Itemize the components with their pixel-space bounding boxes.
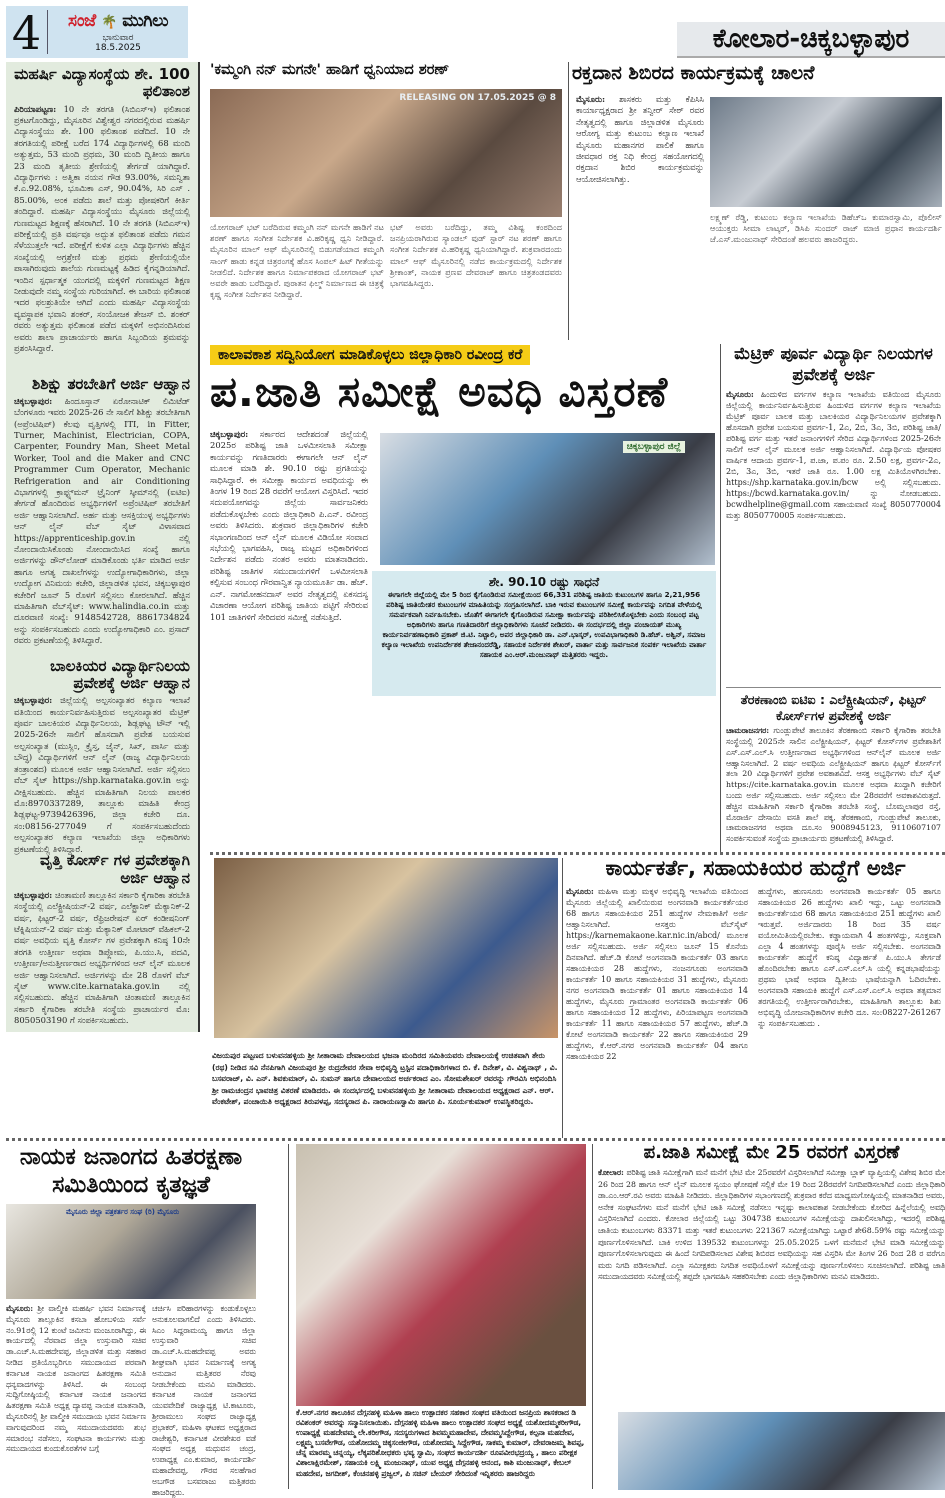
- article-dateline: ಚಾಮರಾಜನಗರ:: [726, 726, 770, 736]
- logo-part1: ಸಂಜೆ: [68, 11, 96, 31]
- meeting-photo: [380, 433, 715, 565]
- article-vocational: [6, 850, 198, 1060]
- stats-box-body: ಈಗಾಗಲೇ ಜಿಲ್ಲೆಯಲ್ಲಿ ಮೇ 5 ರಿಂದ ಕೈಗೊಂಡಿರುವ ಸಮೀಕ್ಷೆಯಿಂದ 66,331 ಪರಿಶಿಷ್ಟ ಜಾತಿಯ ಕುಟುಂಬಗಳ ಹಾಗೂ 2,21,956 ಪರಿಶಿಷ್ಟ ಜಾತಿಯೇತರ ಕುಟುಂಬಗಳ ಮಾಹಿತಿಯನ್ನು ಸಂಗ್ರಹಿಸಲಾಗಿದೆ. ಬಾಕಿ ಇರುವ ಕುಟುಂಬಗಳ ಸಮೀಕ್ಷೆ ಕಾರ್ಯವನ್ನು ನಿಗದಿತ ವೇಳೆಯಲ್ಲಿ ಸಮರ್ಪಕವಾಗಿ ನಿರ್ವಹಿಸಬೇಕು. ಜೊತೆಗೆ ಈಗಾಗಲೇ ಕೈಗೊಂಡಿರುವ ಸಮೀಕ್ಷಾ ಕಾರ್ಯವನ್ನು ಪರಿಶೀಲಿಸಿಕೊಳ್ಳಬೇಕು ಎಂದು ಸಂಬಂಧ ಪಟ್ಟ ಅಧಿಕಾರಿಗಳು ಹಾಗೂ ಗಣತಿದಾರರಿಗೆ ಜಿಲ್ಲಾಧಿಕಾರಿಗಳು ಸೂಚನೆ ನೀಡಿದರು. ಈ ಸಂದರ್ಭದಲ್ಲಿ ಜಿಲ್ಲಾ ಪಂಚಾಯತ್ ಮುಖ್ಯ ಕಾರ್ಯನಿರ್ವಹಣಾಧಿಕಾರಿ ಪ್ರಕಾಶ್ ಜಿ.ಟಿ. ನಿಟ್ಟಾಲಿ, ಅಪರ ಜಿಲ್ಲಾಧಿಕಾರಿ ಡಾ. ಎನ್.ಭಾಸ್ಕರ್, ಉಪವಿಭಾಗಾಧಿಕಾರಿ ಡಿ.ಹೆಚ್. ಅಶ್ವಿನ್, ಸಮಾಜ ಕಲ್ಯಾಣ ಇಲಾಖೆಯ ಉಪನಿರ್ದೇಶಕ ತೇಜಾನಂದರೆಡ್ಡಿ, ಸಹಾಯಕ ನಿರ್ದೇಶಕ ಶೇಖರ್, ವಾರ್ತಾ ಮತ್ತು ಸಾರ್ವಜನಿಕ ಸಂಪರ್ಕ ಇಲಾಖೆಯ ವಾರ್ತಾ ಸಹಾಯಕ ಎಂ.ಆರ್.ಮಂಜುನಾಥ್ ಮತ್ತಿತರರು ಇದ್ದರು.: [381, 590, 707, 659]
- article-text: ಗುಂಡ್ಲುಪೇಟೆ ತಾಲೂಕಿನ ತೆರಕಣಾಂಬಿ ಸರ್ಕಾರಿ ಕೈಗಾರಿಕಾ ತರಬೇತಿ ಸಂಸ್ಥೆಯಲ್ಲಿ 2025ನೇ ಸಾಲಿನ ಎಲೆಕ್ಟ್ರೀಷಿಯನ್, ಫಿಟ್ಟರ್ ಕೋರ್ಸ್‌ಗಳ ಪ್ರವೇಶಾತಿಗೆ ಎಸ್.ಎಸ್.ಎಲ್.ಸಿ ಉತ್ತೀರ್ಣರಾದ ಅಭ್ಯರ್ಥಿಗಳಿಂದ ಆನ್‌ಲೈನ್ ಮೂಲಕ ಅರ್ಜಿ ಆಹ್ವಾನಿಸಲಾಗಿದೆ. 2 ವರ್ಷ ಅವಧಿಯ ಎಲೆಕ್ಟ್ರೀಷಿಯನ್ ಹಾಗೂ ಫಿಟ್ಟರ್ ಕೋರ್ಸ್‌ಗೆ ತಲಾ 20 ವಿದ್ಯಾರ್ಥಿಗಳಿಗೆ ಪ್ರವೇಶ ಅವಕಾಶವಿದೆ. ಆಸಕ್ತ ಅಭ್ಯರ್ಥಿಗಳು ವೆಬ್ ಸೈಟ್ https://cite.karnataka.gov.in ಮೂಲಕ ಅಥವಾ ಖುದ್ದಾಗಿ ಕಚೇರಿಗೆ ಬಂದು ಅರ್ಜಿ ಸಲ್ಲಿಸಬಹುದು. ಅರ್ಜಿ ಸಲ್ಲಿಸಲು ಮೇ 28ರವರೆಗೆ ಅವಕಾಶವಿರುತ್ತದೆ. ಹೆಚ್ಚಿನ ಮಾಹಿತಿಗಾಗಿ ಸರ್ಕಾರಿ ಕೈಗಾರಿಕಾ ತರಬೇತಿ ಸಂಸ್ಥೆ, ಬೊಮ್ಮಲಾಪುರ ರಸ್ತೆ, ಮೊರಾರ್ಜಿ ದೇಸಾಯಿ ವಸತಿ ಶಾಲೆ ಪಕ್ಕ, ತೆರಕಣಾಂಬಿ, ಗುಂಡ್ಲುಪೇಟೆ ತಾಲೂಕು, ಚಾಮರಾಜನಗರ ಅಥವಾ ದೂ.ಸಂ 9008945123, 9110607107 ಸಂಪರ್ಕಿಸುವಂತೆ ಸಂಸ್ಥೆಯ ಪ್ರಾಚಾರ್ಯರು ಪ್ರಕಟಣೆಯಲ್ಲಿ ತಿಳಿಸಿದ್ದಾರೆ.: [726, 726, 942, 844]
- article-body: [726, 726, 941, 844]
- article-headline: ಮಹರ್ಷಿ ವಿದ್ಯಾಸಂಸ್ಥೆಯ ಶೇ. 100 ಫಲಿತಾಂಶ: [14, 65, 190, 101]
- article-body: [14, 695, 190, 854]
- article-body-col1: [566, 886, 748, 1134]
- article-headline: ರಕ್ತದಾನ ಶಿಬಿರದ ಕಾರ್ಯಕ್ರಮಕ್ಕೆ ಚಾಲನೆ: [572, 62, 815, 84]
- article-dateline: ಮೈಸೂರು:: [576, 94, 606, 104]
- article-dateline: ಚಿಕ್ಕಬಳ್ಳಾಪುರ:: [14, 889, 53, 900]
- page-number: 4: [6, 10, 48, 54]
- article-dateline: ಮೈಸೂರು:: [6, 1304, 34, 1313]
- article-headline: ಪ.ಜಾತಿ ಸಮೀಕ್ಷೆ ಮೇ 25 ರವರಗೆ ವಿಸ್ತರಣೆ: [643, 1142, 900, 1163]
- article-electrician: [726, 692, 941, 852]
- article-dateline: ಮೈಸೂರು:: [566, 886, 594, 896]
- photo-banner-text: ಚಿಕ್ಕಬಳ್ಳಾಪುರ ಜಿಲ್ಲೆ: [623, 441, 685, 453]
- article-maharshi: [6, 62, 198, 374]
- article-body-col2: ಹುದ್ದೆಗಳು, ಹುಣಸೂರು ಅಂಗನವಾಡಿ ಕಾರ್ಯಕರ್ತೆ 05 ಹಾಗೂ ಸಹಾಯಕಿಯರ 26 ಹುದ್ದೆಗಳು ಖಾಲಿ ಇದ್ದು, ಒಟ್ಟು ಅಂಗನವಾಡಿ ಕಾರ್ಯಕರ್ತೆಯರ 68 ಹಾಗೂ ಸಹಾಯಕಿಯರ 251 ಹುದ್ದೆಗಳು ಖಾಲಿ ಇರುತ್ತವೆ. ಅರ್ಜಿದಾರರು 18 ರಿಂದ 35 ವರ್ಷ ವಯೋಮಿತಿಯಲ್ಲಿರಬೇಕು. ಕಡ್ಡಾಯವಾಗಿ 4 ಹಂತಗಳಿದ್ದು, ಸೂಕ್ತವಾಗಿ ಎಲ್ಲಾ 4 ಹಂತಗಳನ್ನು ಪೂರೈಸಿ ಅರ್ಜಿ ಸಲ್ಲಿಸಬೇಕು. ಅಂಗನವಾಡಿ ಕಾರ್ಯಕರ್ತೆ ಹುದ್ದೆಗೆ ಕನಿಷ್ಠ ವಿದ್ಯಾರ್ಹತೆ ಪಿ.ಯು.ಸಿ ತೇರ್ಗಡೆ ಹೊಂದಿರಬೇಕು ಹಾಗೂ ಎಸ್.ಎಸ್.ಎಲ್.ಸಿ ಯಲ್ಲಿ ಕನ್ನಡಭಾಷೆಯನ್ನು ಪ್ರಥಮ ಭಾಷೆ ಅಥವಾ ದ್ವಿತೀಯ ಭಾಷೆಯನ್ನಾಗಿ ಓದಿರಬೇಕು. ಅಂಗನವಾಡಿ ಸಹಾಯಕಿ ಹುದ್ದೆಗೆ ಎಸ್.ಎಸ್.ಎಲ್.ಸಿ ಅಥವಾ ತತ್ಸಮಾನ ತರಗತಿಯಲ್ಲಿ ಉತ್ತೀರ್ಣರಾಗಿರಬೇಕು, ಮಾಹಿತಿಗಾಗಿ ತಾಲ್ಲೂಕು ಶಿಶು ಅಭಿವೃದ್ಧಿ ಯೋಜನಾಧಿಕಾರಿಗಳ ಕಚೇರಿ ದೂ. ಸಂ:08227-261267 ನ್ನು ಸಂಪರ್ಕಿಸಬಹುದು .: [758, 887, 941, 1028]
- article-headline: ಶಿಶಿಕ್ಷು ತರಬೇತಿಗೆ ಅರ್ಜಿ ಆಹ್ವಾನ: [31, 374, 190, 393]
- article-body-col2: ಭಟ್ ಅವರು ಬರೆದಿದ್ದು, ತಮ್ಮ ವಿಶಿಷ್ಟ ಕಂಠದಿಂದ ಜನಪ್ರಿಯರಾಗಿರುವ ಸ್ಯಾಂಡಲ್ ವುಡ್ ಸ್ಟಾರ್ ನಟ ಶರಣ್ ಹಾಗೂ ಸಂಗೀತ ನಿರ್ದೇಶಕ ವಿ.ಹರಿಕೃಷ್ಣ ಧ್ವನಿಯಾಗಿದ್ದಾರೆ. ಶುಕ್ರವಾರದಂದು ಮಾಲ್ ಆಫ್ ಮೈಸೂರಿನಲ್ಲಿ ನಡೆದ ಕಾರ್ಯಕ್ರಮದಲ್ಲಿ ನಿರ್ದೇಶಕ ಶ್ರೀಕಾಂತ್, ನಾಯಕ ಪ್ರಣವ ದೇವರಾಜ್ ಹಾಗೂ ಚಿತ್ರತಂಡದವರು ಭಾಗವಹಿಸಿದ್ದರು.: [390, 222, 562, 289]
- article-body: [598, 1167, 945, 1407]
- column-divider: [568, 62, 569, 340]
- stats-box: [372, 571, 716, 696]
- article-body-col1: ಯೋಗರಾಜ್ ಭಟ್ ಬರೆದಿರುವ ಕಮ್ಮಂಗಿ ನನ್ ಮಗನೇ ಹಾಡಿಗೆ ನಟ ಶರಣ್ ಹಾಗೂ ಸಂಗೀತ ನಿರ್ದೇಶಕ ವಿ.ಹರಿಕೃಷ್ಣ ಧ್ವನಿ ನೀಡಿದ್ದಾರೆ. ಮೈಸೂರಿನ ಮಾಲ್ ಆಫ್ ಮೈಸೂರಿನಲ್ಲಿ ಬಿಡುಗಡೆಯಾದ ಕಮ್ಮಂಗಿ ಸಾಂಗ್ ಹಾಡು ಕನ್ನಡ ಚಿತ್ರರಂಗಕ್ಕೆ ಹೊಸ ಸಿಂಪಲ್ ಹಿಟ್ ಗೀತೆಯನ್ನು ನೀಡಲಿದೆ. ನಿರ್ದೇಶಕ ಹಾಗೂ ನಿರ್ಮಾಪಕರಾದ ಯೋಗರಾಜ್ ಭಟ್ ಅವರೇ ಹಾಡು ಬರೆದಿದ್ದಾರೆ. ಪುರಾತನ ಫಿಲ್ಮ್ ನಿರ್ಮಾಣದ ಈ ಚಿತ್ರಕ್ಕೆ ಕೃಷ್ಣ ಸಂಗೀತ ನಿರ್ದೇಶನ ನೀಡಿದ್ದಾರೆ.: [210, 222, 384, 300]
- article-kammangi: [210, 62, 565, 340]
- section-divider: [210, 852, 945, 855]
- article-anganwadi: [566, 856, 945, 1136]
- article-body: [14, 890, 190, 1060]
- article-text: ಜಿಲ್ಲೆಯಲ್ಲಿ ಅಲ್ಪಸಂಖ್ಯಾತರ ಕಲ್ಯಾಣ ಇಲಾಖೆ ವತಿಯಿಂದ ಕಾರ್ಯನಿರ್ವಹಿಸುತ್ತಿರುವ ಅಲ್ಪಸಂಖ್ಯಾತರ ಮೆಟ್ರಿಕ್ ಪೂರ್ವ ಬಾಲಕಿಯರ ವಿದ್ಯಾರ್ಥಿನಿಲಯ, ಶಿಡ್ಲಘಟ್ಟ ಟೌನ್ ಇಲ್ಲಿ 2025-26ನೇ ಸಾಲಿಗೆ ಹೊಸದಾಗಿ ಪ್ರವೇಶ ಬಯಸುವ ಅಲ್ಪಸಂಖ್ಯಾತ (ಮುಸ್ಲಿಂ, ಕ್ರೈಸ್ತ, ಜೈನ್, ಸಿಖ್, ಪಾರ್ಸಿ ಮತ್ತು ಬೌದ್ಧ) ವಿದ್ಯಾರ್ಥಿಗಳಿಗೆ ಆನ್ ಲೈನ್ (ರಾಜ್ಯ ವಿದ್ಯಾರ್ಥಿನಿಲಯ ತಂತ್ರಾಂಶದ) ಮೂಲಕ ಅರ್ಜಿ ಆಹ್ವಾನಿಸಲಾಗಿದೆ. ಅರ್ಜಿ ಸಲ್ಲಿಸಲು ವೆಬ್ ಸೈಟ್ https://shp.karnataka.gov.in ಅನ್ನು ವೀಕ್ಷಿಸಬಹುದು. ಹೆಚ್ಚಿನ ಮಾಹಿತಿಗಾಗಿ ನಿಲಯ ಪಾಲಕರ ಮೊ:8970337289, ತಾಲ್ಲೂಕು ಮಾಹಿತಿ ಕೇಂದ್ರ ಶಿಡ್ಲಘಟ್ಟ-9739426396, ಜಿಲ್ಲಾ ಕಚೇರಿ ದೂ. ಸಂ:08156-277049 ಗೆ ಸಂಪರ್ಕಿಸಬಹುದೆಂದು ಅಲ್ಪಸಂಖ್ಯಾತರ ಕಲ್ಯಾಣ ಇಲಾಖೆಯ ಜಿಲ್ಲಾ ಅಧಿಕಾರಿಗಳು ಪ್ರಕಟಣೆಯಲ್ಲಿ ತಿಳಿಸಿದ್ದಾರೆ.: [14, 695, 190, 854]
- article-body: [14, 396, 190, 656]
- column-divider: [720, 344, 721, 852]
- article-metric-hostel: [726, 344, 941, 684]
- article-dateline: ಚಿಕ್ಕಬಳ್ಳಾಪುರ:: [210, 429, 249, 439]
- article-headline: ಕಾರ್ಯಕರ್ತೆ, ಸಹಾಯಕಿಯರ ಹುದ್ದೆಗೆ ಅರ್ಜಿ: [605, 856, 906, 880]
- article-body-col1: [6, 1304, 146, 1489]
- article-dateline: ಮೈಸೂರು:: [726, 389, 754, 400]
- left-column: [6, 62, 200, 1032]
- article-kicker: ಕಾಲಾವಕಾಶ ಸದ್ವಿನಿಯೋಗ ಮಾಡಿಕೊಳ್ಳಲು ಜಿಲ್ಲಾಧಿಕಾರಿ ರವೀಂದ್ರ ಕರೆ: [210, 345, 530, 365]
- article-text: ಶಾಸಕರು ಮತ್ತು ಕೆಪಿಸಿಸಿ ಕಾರ್ಯಾಧ್ಯಕ್ಷರಾದ ಶ್ರೀ ತನ್ವೀರ್ ಸೇಠ್ ರವರ ನೇತೃತ್ವದಲ್ಲಿ ಹಾಗೂ ಜಿಲ್ಲಾಡಳಿತ ಮೈಸೂರು ಆರೋಗ್ಯ ಮತ್ತು ಕುಟುಂಬ ಕಲ್ಯಾಣ ಇಲಾಖೆ ಮೈಸೂರು ಮಹಾನಗರ ಪಾಲಿಕೆ ಹಾಗೂ ಜೀವಧಾರ ರಕ್ತ ನಿಧಿ ಕೇಂದ್ರ ಸಹಯೋಗದಲ್ಲಿ ರಕ್ತದಾನ ಶಿಬಿರ ಕಾರ್ಯಕ್ರಮವನ್ನು ಆಯೋಜಿಸಲಾಗಿತ್ತು.: [576, 94, 704, 184]
- dairy-felicitation-photo: [296, 1144, 586, 1406]
- column-divider: [562, 858, 563, 1138]
- press-meet-photo: [6, 1204, 256, 1299]
- article-text: ಪರಿಶಿಷ್ಟ ಜಾತಿ ಸಮೀಕ್ಷೆಗಾಗಿ ಮನೆ ಮನೆಗೆ ಭೇಟಿ ಮೇ 25ರವರೆಗೆ ವಿಸ್ತರಿಸಲಾಗಿದೆ ಸಮೀಕ್ಷಾ ಬ್ಲಾಕ್ ವ್ಯಾಪ್ತಿಯಲ್ಲಿ ವಿಶೇಷ ಶಿಬಿರ ಮೇ 26 ರಿಂದ 28 ಹಾಗೂ ಆನ್ ಲೈನ್ ಮೂಲಕ ಸ್ವಯಂ ಘೋಷಣೆ ಸಲ್ಲಿಕೆ ಮೇ 19 ರಿಂದ 28ರವರೆಗೆ ನಿಗದಿಪಡಿಸಲಾಗಿದೆ ಎಂದು ಜಿಲ್ಲಾಧಿಕಾರಿ ಡಾ.ಎಂ.ಆರ್.ರವಿ ಅವರು ಮಾಹಿತಿ ನೀಡಿದರು. ಜಿಲ್ಲಾಧಿಕಾರಿಗಳ ಸಭಾಂಗಣದಲ್ಲಿ ಶುಕ್ರವಾರ ಕರೆದ ಮಾಧ್ಯಮಗೋಷ್ಠಿಯಲ್ಲಿ ಮಾತನಾಡಿದ ಅವರು, ಅನೇಕ ಸಂಘಟನೆಗಳು ಮನೆ ಮನೆಗೆ ಭೇಟಿ ಜಾತಿ ಸಮೀಕ್ಷೆ ನಡೆಸಲು ಇನ್ನಷ್ಟು ಕಾಲಾವಕಾಶ ನೀಡಬೇಕೆಂದು ಕೋರಿದ ಹಿನ್ನೆಲೆಯಲ್ಲಿ ಅವಧಿ ವಿಸ್ತರಿಸಲಾಗಿದೆ ಎಂದರು. ಕೋಲಾರ ಜಿಲ್ಲೆಯಲ್ಲಿ ಒಟ್ಟು 304738 ಕುಟುಂಬಗಳ ಸಮೀಕ್ಷೆಯನ್ನು ದಾಖಲಿಸಲಾಗಿದ್ದು, ಇದರಲ್ಲಿ ಪರಿಶಿಷ್ಟ ಜಾತಿಯ ಕುಟುಂಬಗಳು 83371 ಮತ್ತು ಇತರೆ ಕುಟುಂಬಗಳು 221367 ಸಮೀಕ್ಷೆಯಾಗಿದ್ದು ಒಟ್ಟಾರೆ ಶೇ68.59% ರಷ್ಟು ಸಮೀಕ್ಷೆಯನ್ನು ಪೂರ್ಣಗೊಳಿಸಲಾಗಿದೆ. ಬಾಕಿ ಉಳಿದ 139532 ಕುಟುಂಬಗಳನ್ನು 25.05.2025 ಒಳಗೆ ಮನೆಮನೆ ಭೇಟಿ ಮಾಡಿ ಸಮೀಕ್ಷೆಯನ್ನು ಪೂರ್ಣಗೊಳಿಸಲಾಗುವುದು ಈ ಹಿಂದೆ ನಿಗದಿಪಡಿಸಲಾದ ವಿಶೇಷ ಶಿಬಿರದ ಅವಧಿಯನ್ನು ಸಹ ವಿಸ್ತರಿಸಿ ಮೇ ತಿಂಗಳ 26 ರಿಂದ 28 ರ ವರೆಗೂ ಮರು ನಿಗದಿ ಪಡಿಸಲಾಗಿದೆ. ಎಲ್ಲಾ ಸಮೀಕ್ಷಕರು ನಿಗದಿತ ಅವಧಿಯೊಳಗೆ ಸಮೀಕ್ಷೆಯನ್ನು ಪೂರ್ಣಗೊಳಿಸಲು ಸೂಚಿಸಲಾಗಿದೆ. ಪರಿಶಿಷ್ಟ ಜಾತಿ ಸಮುದಾಯದವರು ಸಮೀಕ್ಷೆಯಲ್ಲಿ ತಪ್ಪದೇ ಭಾಗವಹಿಸಿ ಸಹಕರಿಸಬೇಕು ಎಂದು ಜಿಲ್ಲಾಧಿಕಾರಿಗಳು ಮನವಿ ಮಾಡಿದರು.: [598, 1168, 945, 1282]
- kammangi-photo: [210, 89, 562, 217]
- article-nayaka: [6, 1144, 256, 1497]
- section-tag: ಕೋಲಾರ-ಚಿಕ್ಕಬಳ್ಳಾಪುರ: [677, 22, 945, 58]
- article-body: [576, 94, 704, 264]
- column-divider: [288, 1144, 289, 1489]
- article-headline: ವೃತ್ತಿ ಕೋರ್ಸ್ ಗಳ ಪ್ರವೇಶಕ್ಕಾಗಿ ಅರ್ಜಿ ಆಹ್ವಾನ: [39, 851, 190, 887]
- stats-box-title: ಶೇ. 90.10 ರಷ್ಟು ಸಾಧನೆ: [488, 575, 600, 589]
- article-headline: ಬಾಲಕಿಯರ ವಿದ್ಯಾರ್ಥಿನಿಲಯ ಪ್ರವೇಶಕ್ಕೆ ಅರ್ಜಿ ಆಹ್ವಾನ: [50, 656, 190, 692]
- article-dateline: ಪಿರಿಯಾಪಟ್ಟಣ:: [14, 103, 57, 114]
- article-dateline: ಚಿಕ್ಕಬಳ್ಳಾಪುರ:: [14, 695, 53, 706]
- dairy-caption: ಕೆ.ಆರ್.ನಗರ ತಾಲೂಕಿನ ದೆಗ್ಗನಹಳ್ಳಿ ಮಹಿಳಾ ಹಾಲು ಉತ್ಪಾದಕರ ಸಹಕಾರ ಸಂಘದ ವತಿಯಿಂದ ಜನಪ್ರಿಯ ಶಾಸಕರಾದ ಡಿ ರವಿಶಂಕರ್ ಅವರನ್ನು ಸನ್ಮಾನಿಸಲಾಯಿತು. ದೆಗ್ಗನಹಳ್ಳಿ ಮಹಿಳಾ ಹಾಲು ಉತ್ಪಾದಕರ ಸಂಘದ ಅಧ್ಯಕ್ಷೆ ಯಶೋದಮ್ಮಕರೀಗೌಡ, ಉಪಾಧ್ಯಕ್ಷೆ ಮಹದೇವಮ್ಮ ಲೇ.ಕರೀಗೌಡ, ಸದಸ್ಯರುಗಳಾದ ಶಿವಮ್ಮಮಹಾದೇವ, ದೇವಮ್ಮಸಿದ್ದೇಗೌಡ, ಕಲ್ಪನಾ ಮಹದೇವ, ಲಕ್ಷ್ಮಮ್ಮ ಬಸವೇಗೌಡ, ಯಶೋದಮ್ಮ ಚಿಕ್ಕಸಂಜೀಗೌಡ, ಯಶೋದಮ್ಮ ಸಿದ್ದೇಗೌಡ, ಸಾಕಮ್ಮ ಕುಮಾರ್, ದೇವರಾಜಮ್ಮ ಶಿವಪ್ಪ, ಚೆನ್ನ ಮಾರಮ್ಮ ಚನ್ನಯ್ಯ, ಲೆಕ್ಕಪರಿಶೋಧಕರು ಭವ್ಯ ಸ್ವಾಮಿ, ಸಂಘದ ಕಾರ್ಯದರ್ಶಿ ರೂಪವೀರಭದ್ರಯ್ಯ , ಹಾಲು ಪರೀಕ್ಷಕ ವಿಶಾಲಾಕ್ಷಿರಮೇಶ್, ಸಹಾಯಕಿ ಲಕ್ಷ್ಮಿ ಮಂಜುನಾಥ್, ಯುವ ಅಧ್ಯಕ್ಷ ದೆಗ್ಗನಹಳ್ಳಿ ಆನಂದ, ಕಾಶಿ ಮಂಜುನಾಥ್, ಕೇಬಲ್ ಮಹದೇವ, ಜಗದೀಶ್, ಕೆಂಚನಹಳ್ಳಿ ಪ್ರಜ್ವಲ್, ಪಿ ಸಚಿನ್ ಬೇಯರ್ ಸೇರಿದಂತೆ ಇನ್ನಿತರರು ಹಾಜರಿದ್ದರು: [296, 1408, 585, 1478]
- article-text: ಚಿಂತಾಮಣಿ ತಾಲ್ಲೂಕಿನ ಸರ್ಕಾರಿ ಕೈಗಾರಿಕಾ ತರಬೇತಿ ಸಂಸ್ಥೆಯಲ್ಲಿ ಎಲೆಕ್ಟ್ರೀಷಿಯನ್-2 ವರ್ಷ, ಎಲೆಕ್ಟ್ರಾನಿಕ್ ಮೆಕ್ಯಾನಿಕ್-2 ವರ್ಷ, ಫಿಟ್ಟರ್-2 ವರ್ಷ, ರೆಫ್ರಿಜರೇಷನ್ ಏರ್ ಕಂಡೀಷನಿಂಗ್ ಟೆಕ್ನಿಷಿಯನ್-2 ವರ್ಷ ಮತ್ತು ಮೆಕ್ಯಾನಿಕ್ ಮೋಟಾರ್ ವೆಹಿಕಲ್-2 ವರ್ಷ ಅವಧಿಯ ವೃತ್ತಿ ಕೋರ್ಸ್ ಗಳ ಪ್ರವೇಶಕ್ಕಾಗಿ ಕನಿಷ್ಠ 10ನೇ ತರಗತಿ ಉತ್ತೀರ್ಣ ಅಥವಾ ಡಿಪ್ಲೋಮ, ಪಿ.ಯು.ಸಿ, ಪದವಿ, ಉತ್ತೀರ್ಣ/ಅನುತ್ತೀರ್ಣರಾದ ಅಭ್ಯರ್ಥಿಗಳಿಂದ ಆನ್ ಲೈನ್ ಮೂಲಕ ಅರ್ಜಿ ಆಹ್ವಾನಿಸಲಾಗಿದೆ. ಅರ್ಜಿಗಳನ್ನು ಮೇ 28 ರೊಳಗೆ ವೆಬ್ ಸೈಟ್ www.cite.karnataka.gov.in ನಲ್ಲಿ ಸಲ್ಲಿಸಬಹುದು. ಹೆಚ್ಚಿನ ಮಾಹಿತಿಗಾಗಿ ಚಿಂತಾಮಣಿ ತಾಲ್ಲೂಕಿನ ಸರ್ಕಾರಿ ಕೈಗಾರಿಕಾ ತರಬೇತಿ ಸಂಸ್ಥೆಯ ಪ್ರಾಚಾರ್ಯರ ಮೊ: 8050503190 ಗೆ ಸಂಪರ್ಕಿಸಬಹುದು.: [14, 889, 190, 1026]
- article-text: ಮಹಿಳಾ ಮತ್ತು ಮಕ್ಕಳ ಅಭಿವೃದ್ಧಿ ಇಲಾಖೆಯ ವತಿಯಿಂದ ಮೈಸೂರು ಜಿಲ್ಲೆಯಲ್ಲಿ ಖಾಲಿಯಿರುವ ಅಂಗನವಾಡಿ ಕಾರ್ಯಕರ್ತೆಯರ 68 ಹಾಗೂ ಸಹಾಯಕಿಯರ 251 ಹುದ್ದೆಗಳ ನೇಮಕಾತಿಗೆ ಅರ್ಜಿ ಆಹ್ವಾನಿಸಲಾಗಿದೆ. ಆಸಕ್ತರು ವೆಬ್‌ಸೈಟ್ https://karnemakaone.kar.nic.in/abcd/ ಮೂಲಕ ಅರ್ಜಿ ಸಲ್ಲಿಸಬಹುದು. ಅರ್ಜಿ ಸಲ್ಲಿಸಲು ಜೂನ್ 15 ಕೊನೆಯ ದಿನವಾಗಿದೆ. ಹೆಚ್.ಡಿ ಕೋಟೆ ಅಂಗನವಾಡಿ ಕಾರ್ಯಕರ್ತೆ 03 ಹಾಗೂ ಸಹಾಯಕಿಯರ 28 ಹುದ್ದೆಗಳು, ನಂಜನಗೂಡು ಅಂಗನವಾಡಿ ಕಾರ್ಯಕರ್ತೆ 10 ಹಾಗೂ ಸಹಾಯಕಿಯರ 31 ಹುದ್ದೆಗಳು, ಮೈಸೂರು ನಗರ ಅಂಗನವಾಡಿ ಕಾರ್ಯಕರ್ತೆ 01 ಹಾಗೂ ಸಹಾಯಕಿಯರ 14 ಹುದ್ದೆಗಳು, ಮೈಸೂರು ಗ್ರಾಮಾಂತರ ಅಂಗನವಾಡಿ ಕಾರ್ಯಕರ್ತೆ 06 ಹಾಗೂ ಸಹಾಯಕಿಯರ 12 ಹುದ್ದೆಗಳು, ಪಿರಿಯಾಪಟ್ಟಣ ಅಂಗನವಾಡಿ ಕಾರ್ಯಕರ್ತೆ 11 ಹಾಗೂ ಸಹಾಯಕಿಯರ 57 ಹುದ್ದೆಗಳು, ಹೆಚ್.ಡಿ ಕೋಟೆ ಅಂಗನವಾಡಿ ಕಾರ್ಯಕರ್ತೆ 22 ಹಾಗೂ ಸಹಾಯಕಿಯರ 29 ಹುದ್ದೆಗಳು, ಕೆ.ಆರ್.ನಗರ ಅಂಗನವಾಡಿ ಕಾರ್ಯಕರ್ತೆ 04 ಹಾಗೂ ಸಹಾಯಕಿಯರ 22: [566, 887, 748, 1061]
- article-apprentice: [6, 374, 198, 656]
- section-divider: [6, 1138, 945, 1141]
- palm-tree-icon: 🌴: [101, 15, 117, 30]
- photo-banner-text: ಮೈಸೂರು ಜಿಲ್ಲಾ ಪತ್ರಕರ್ತರ ಸಂಘ (ರಿ) ಮೈಸೂರು: [66, 1208, 180, 1216]
- article-body-lower: ಲಕ್ಷ್ಮಣ್ ರೆಡ್ಡಿ, ಕುಟುಂಬ ಕಲ್ಯಾಣ ಇಲಾಖೆಯ ಡಿಹೆಚ್‌ಒ ಕುಮಾರಸ್ವಾಮಿ, ಪೊಲೀಸ್ ಆಯುಕ್ತರು ಸೀಮಾ ಲಾಟ್ಕರ್, ಡಿಸಿಪಿ ಸುಂದರ್ ರಾಜ್ ಮಾಜಿ ಪ್ರಧಾನ ಕಾರ್ಯದರ್ಶಿ ಜೆ.ಎಸ್.ಮಂಜುನಾಥ್ ಸೇರಿದಂತೆ ಹಲವರು ಹಾಜರಿದ್ದರು.: [710, 212, 942, 245]
- article-headline: 'ಕಮ್ಮಂಗಿ ನನ್ ಮಗನೇ' ಹಾಡಿಗೆ ಧ್ವನಿಯಾದ ಶರಣ್: [210, 62, 450, 78]
- logo-part2: ಮುಗಿಲು: [122, 11, 168, 31]
- article-headline: ಪ.ಜಾತಿ ಸಮೀಕ್ಷೆ ಅವಧಿ ವಿಸ್ತರಣೆ: [210, 367, 669, 416]
- article-headline: ನಾಯಕ ಜನಾಂಗದ ಹಿತರಕ್ಷಣಾ ಸಮಿತಿಯಿಂದ ಕೃತಜ್ಞತೆ: [19, 1144, 243, 1198]
- issue-date: 18.5.2025: [95, 43, 141, 53]
- article-headline: ತೆರಕಣಾಂಬಿ ಐಟಿಐ : ಎಲೆಕ್ಟ್ರೀಷಿಯನ್, ಫಿಟ್ಟರ್ ಕೋರ್ಸ್‌ಗಳ ಪ್ರವೇಶಕ್ಕೆ ಅರ್ಜಿ: [740, 692, 927, 723]
- temple-photo: [214, 858, 558, 1038]
- article-text: ಹಿಂದುಳಿದ ವರ್ಗಗಳ ಕಲ್ಯಾಣ ಇಲಾಖೆಯ ವತಿಯಿಂದ ಮೈಸೂರು ಜಿಲ್ಲೆಯಲ್ಲಿ ಕಾರ್ಯನಿರ್ವಹಿಸುತ್ತಿರುವ ಹಿಂದುಳಿದ ವರ್ಗಗಳ ಕಲ್ಯಾಣ ಇಲಾಖೆಯ ಮೆಟ್ರಿಕ್ ಪೂರ್ವ ಬಾಲಕ ಮತ್ತು ಬಾಲಕಿಯರ ವಿದ್ಯಾರ್ಥಿನಿಲಯಗಳ ಪ್ರವೇಶಕ್ಕಾಗಿ ಹೊಸದಾಗಿ ಪ್ರವೇಶ ಬಯಸುವ ಪ್ರವರ್ಗ-1, 2ಎ, 2ಬಿ, 3ಎ, 3ಬಿ, ಪರಿಶಿಷ್ಟ ಜಾತಿ/ಪರಿಶಿಷ್ಟ ವರ್ಗ ಮತ್ತು ಇತರೆ ಜನಾಂಗಗಳಿಗೆ ಸೇರಿದ ವಿದ್ಯಾರ್ಥಿಗಳಿಂದ 2025-26ನೇ ಸಾಲಿಗೆ ಆನ್ ಲೈನ್ ಮೂಲಕ ಅರ್ಜಿ ಆಹ್ವಾನಿಸಲಾಗಿದೆ. ವಿದ್ಯಾರ್ಥಿಯ ಪೋಷಕರ ವಾರ್ಷಿಕ ಆದಾಯ ಪ್ರವರ್ಗ-1, ಪ.ಜಾ, ಪ.ಪಂ ರೂ. 2.50 ಲಕ್ಷ, ಪ್ರವರ್ಗ-2ಎ, 2ಬಿ, 3ಎ, 3ಬಿ, ಇತರೆ ಜಾತಿ ರೂ. 1.00 ಲಕ್ಷ ಮಿತಿಯೊಳಗಿರಬೇಕು. https://shp.karnataka.gov.in/bcw ಅಲ್ಲಿ ಸಲ್ಲಿಸಬಹುದು. https://bcwd.karnataka.gov.in/ ನ್ನು ನೋಡಬಹುದು. bcwdhelpline@gmail.com ಸಹಾಯವಾಣಿ ಸಂಖ್ಯೆ 8050770004 ಮತ್ತು 8050770005 ಸಂಪರ್ಕಿಸಬಹುದು.: [726, 390, 942, 521]
- article-text: ಸರ್ಕಾರದ ಆದೇಶದಂತೆ ಜಿಲ್ಲೆಯಲ್ಲಿ 2025ರ ಪರಿಶಿಷ್ಟ ಜಾತಿ ಒಳಮೀಸಲಾತಿ ಸಮೀಕ್ಷಾ ಕಾರ್ಯವನ್ನು ಗಣತಿದಾರರು ಈಗಾಗಲೇ ಆನ್ ಲೈನ್ ಮೂಲಕ ಮಾಡಿ ಶೇ. 90.10 ರಷ್ಟು ಪ್ರಗತಿಯನ್ನು ಸಾಧಿಸಿದ್ದಾರೆ. ಈ ಸಮೀಕ್ಷಾ ಕಾರ್ಯದ ಅವಧಿಯನ್ನು ಈ ತಿಂಗಳ 19 ರಿಂದ 28 ರವರೆಗೆ ಆಯೋಗ ವಿಸ್ತರಿಸಿದೆ. ಇದರ ಸದುಪಯೋಗವನ್ನು ಜಿಲ್ಲೆಯ ಸಾರ್ವಜನಿಕರು ಪಡೆದುಕೊಳ್ಳಬೇಕು ಎಂದು ಜಿಲ್ಲಾಧಿಕಾರಿ ಪಿ.ಎನ್. ರವೀಂದ್ರ ಅವರು ತಿಳಿಸಿದರು. ಶುಕ್ರವಾರ ಜಿಲ್ಲಾಧಿಕಾರಿಗಳ ಕಚೇರಿ ಸಭಾಂಗಣದಿಂದ ಆನ್ ಲೈನ್ ಮೂಲಕ ವಿಡಿಯೋ ಸಂವಾದ ಸಭೆಯಲ್ಲಿ ಭಾಗವಹಿಸಿ, ರಾಜ್ಯ ಮಟ್ಟದ ಅಧಿಕಾರಿಗಳಿಂದ ನಿರ್ದೇಶನ ಪಡೆದು ನಂತರ ಅವರು ಮಾತನಾಡಿದರು. ಪರಿಶಿಷ್ಟ ಜಾತಿಗಳ ಸಮುದಾಯಗಳಿಗೆ ಒಳಮೀಸಲಾತಿ ಕಲ್ಪಿಸುವ ಸಂಬಂಧ ಗೌರವಾನ್ವಿತ ನ್ಯಾಯಮೂರ್ತಿ ಡಾ. ಹೆಚ್. ಎನ್. ನಾಗಮೋಹನದಾಸ್ ಅವರ ನೇತೃತ್ವದಲ್ಲಿ ಏಕಸದಸ್ಯ ವಿಚಾರಣಾ ಆಯೋಗ ಪರಿಶಿಷ್ಟ ಜಾತಿಯ ಪಟ್ಟಿಗೆ ಸೇರಿರುವ 101 ಜಾತಿಗಳಿಗೆ ಸೇರಿದವರ ಸಮೀಕ್ಷೆ ನಡೆಸುತ್ತಿದೆ.: [210, 429, 369, 622]
- article-body: [210, 429, 368, 844]
- article-body: [726, 389, 941, 669]
- column-divider: [592, 1144, 593, 1489]
- kolar-meeting-photo: [618, 1412, 945, 1490]
- article-body: [14, 104, 190, 374]
- article-girls-hostel: [6, 656, 198, 854]
- article-body-col2: ಚರ್ಚಿಸಿ ಪರಿಹಾರಗಳನ್ನು ಕಂಡುಕೊಳ್ಳಲು ಅನುಕೂಲವಾಗಲಿದೆ ಎಂದು ತಿಳಿಸಿದರು. ಸಿಎಂ ಸಿದ್ದರಾಮಯ್ಯ ಹಾಗೂ ಜಿಲ್ಲಾ ಉಸ್ತುವಾರಿ ಸಚಿವ ಡಾ.ಎಚ್.ಸಿ.ಮಹದೇವಪ್ಪ ಅವರು ಶೀಘ್ರವಾಗಿ ಭವನ ನಿರ್ಮಾಣಕ್ಕೆ ಅಗತ್ಯ ಅನುದಾನ ಮತ್ತಿತರರ ನೆರವು ನೀಡಬೇಕೆಂದು ಮನವಿ ಮಾಡಿದರು. ಕರ್ನಾಟಕ ನಾಯಕ ಜನಾಂಗದ ಯುವವೇದಿಕೆ ರಾಜ್ಯಾಧ್ಯಕ್ಷ ಟಿ.ಕಾಟೂರು, ಶ್ರೀರಾಮುಲು ಸಂಘದ ರಾಜ್ಯಾಧ್ಯಕ್ಷ ಪ್ರಭಾಕರ್, ಮಹಿಳಾ ಘಟಕದ ಅಧ್ಯಕ್ಷರಾದ ರಾಜೇಶ್ವರಿ, ಕರ್ನಾಟಕ ವೀರಶೇಖರ ವಡೆ ಸಂಘದ ಅಧ್ಯಕ್ಷ ಮಧುವನ ಚಂದ್ರ, ಉಪಾಧ್ಯಕ್ಷ ಎಂ.ಕುಮಾರ, ಕಾರ್ಯದರ್ಶಿ ಮಹಾದೇವಪ್ಪ, ಗೌರವ ಸಲಹೆಗಾರ ಅಬಗೌಡ ಬಸವರಾಜು ಮತ್ತಿತರರು ಹಾಜರಿದ್ದರು.: [152, 1304, 256, 1497]
- article-caste-survey: [210, 344, 718, 852]
- newspaper-brand: [48, 11, 188, 53]
- article-dateline: ಚಿಕ್ಕಬಳ್ಳಾಪುರ:: [14, 395, 53, 406]
- article-blood-donation: [572, 62, 945, 340]
- article-dateline: ಕೋಲಾರ:: [598, 1168, 624, 1177]
- article-text: 10 ನೇ ತರಗತಿ (ಸಿಬಿಎಸ್‌ಇ) ಫಲಿತಾಂಶ ಪ್ರಕಟಗೊಂಡಿದ್ದು, ಮೈಸೂರಿನ ವಿಶ್ವೇಶ್ವರ ನಗರದಲ್ಲಿರುವ ಮಹರ್ಷಿ ವಿದ್ಯಾಸಂಸ್ಥೆಯು ಶೇ. 100 ಫಲಿತಾಂಶ ಪಡೆದಿದೆ. 10 ನೇ ತರಗತಿಯಲ್ಲಿ ಪರೀಕ್ಷೆ ಬರೆದ 174 ವಿದ್ಯಾರ್ಥಿಗಳಲ್ಲಿ 68 ಮಂದಿ ಅತ್ಯುತ್ತಮ, 53 ಮಂದಿ ಪ್ರಥಮ, 30 ಮಂದಿ ದ್ವಿತೀಯ ಹಾಗೂ 23 ಮಂದಿ ತೃತೀಯ ಶ್ರೇಣಿಯಲ್ಲಿ ತೇರ್ಗಡೆ ಯಾಗಿದ್ದಾರೆ. ವಿದ್ಯಾರ್ಥಿಗಳು : ಅತ್ವಿಕಾ ನಯನ ಗೌಡ 93.00%, ಸಮನ್ವಿತಾ ಕೆ.ಎ.92.08%, ಭೂಮಿಕಾ ಎಸ್, 90.04%, ಸಿರಿ ಎಸ್ . 85.00%, ಅಂಕ ಪಡೆದು ಶಾಲೆ ಮತ್ತು ಪೋಷಕರಿಗೆ ಕೀರ್ತಿ ತಂದಿದ್ದಾರೆ. ಮಹರ್ಷಿ ವಿದ್ಯಾಸಂಸ್ಥೆಯು ಮೈಸೂರು ಜಿಲ್ಲೆಯಲ್ಲಿ ಗುಣಮಟ್ಟದ ಶಿಕ್ಷಣಕ್ಕೆ ಹೆಸರಾಗಿದೆ. 10 ನೇ ತರಗತಿ (ಸಿಬಿಎಸ್‌ಇ) ಪರೀಕ್ಷೆಯಲ್ಲಿ ಪ್ರತಿ ವರ್ಷವೂ ಅದ್ಭುತ ಫಲಿತಾಂಶ ಪಡೆದು ಗಮನ ಸೆಳೆಯುತ್ತಲೇ ಇದೆ. ಪರೀಕ್ಷೆಗೆ ಕುಳಿತ ಎಲ್ಲಾ ವಿದ್ಯಾರ್ಥಿಗಳು ಹೆಚ್ಚಿನ ಸಂಖ್ಯೆಯಲ್ಲಿ ಅಗ್ರಶ್ರೇಣಿ ಮತ್ತು ಪ್ರಥಮ ಶ್ರೇಣಿಯಲ್ಲಿಯೇ ಪಾಸಾಗಿರುವುದು ಶಾಲೆಯ ಗುಣಮಟ್ಟಕ್ಕೆ ಹಿಡಿದ ಕೈಗನ್ನಡಿಯಾಗಿದೆ. ಇಂದಿನ ಸ್ಪರ್ಧಾತ್ಮಕ ಯುಗದಲ್ಲಿ ಮಕ್ಕಳಿಗೆ ಗುಣಮಟ್ಟದ ಶಿಕ್ಷಣ ನೀಡುವುದೇ ನಮ್ಮ ಸಂಸ್ಥೆಯ ಗುರಿಯಾಗಿದೆ. ಈ ಬಾರಿಯ ಫಲಿತಾಂಶ ಇದರ ಫಲಶ್ರುತಿಯೇ ಆಗಿದೆ ಎಂದು ಮಹರ್ಷಿ ವಿದ್ಯಾಸಂಸ್ಥೆಯ ವ್ಯವಸ್ಥಾಪಕ ಭವಾನಿ ಶಂಕರ್, ಸಂಯೋಜಕ ತೇಜಸ್ ಬಿ. ಶಂಕರ್ ರವರು ಅತ್ಯುತ್ತಮ ಫಲಿತಾಂಶ ಪಡೆದ ಮಕ್ಕಳಿಗೆ ಅಭಿನಂದಿಸಿರುವ ಅವರು ಶಾಲಾ ಪ್ರಾಚಾರ್ಯರು ಹಾಗೂ ಸಿಬ್ಬಂದಿಯ ಶ್ರಮವನ್ನು ಪ್ರಶಂಸಿಸಿದ್ದಾರೆ.: [14, 103, 190, 354]
- article-headline: ಮೆಟ್ರಿಕ್ ಪೂರ್ವ ವಿದ್ಯಾರ್ಥಿ ನಿಲಯಗಳ ಪ್ರವೇಶಕ್ಕೆ ಅರ್ಜಿ: [734, 344, 933, 384]
- article-text: ಹಿಂದೂಸ್ತಾನ್ ಏರೋನಾಟಿಕ್ ಲಿಮಿಟೆಡ್ ಬೆಂಗಳೂರು ಇವರು 2025-26 ನೇ ಸಾಲಿಗೆ ಶಿಶಿಕ್ಷು ತರಬೇತಿಗಾಗಿ (ಅಪ್ರೆಂಟಿಷಿಪ್) ಕೆಲವು ವೃತ್ತಿಗಳಲ್ಲಿ ITI, in Fitter, Turner, Machinist, Electrician, COPA, Carpenter, Foundry Man, Sheet Metal Worker, Tool and die Maker and CNC Programmer Cum Operator, Mechanic Refrigeration and air Conditioning ವಿಭಾಗಗಳಲ್ಲಿ ಕ್ರಾಫ್ಟ್ಸ್‌ಮನ್ ಟ್ರೈನಿಂಗ್ ಸ್ಕೀಮ್‌ನಲ್ಲಿ (ಐಟಿಐ) ತೇರ್ಗಡೆ ಹೊಂದಿರುವ ಅಭ್ಯರ್ಥಿಗಳಿಗೆ ಅಪ್ರೆಂಟಿಷಿಪ್ ತರಬೇತಿಗೆ ಅರ್ಜಿ ಆಹ್ವಾನಿಸಲಾಗಿದೆ. ಅರ್ಹ ಮತ್ತು ಆಸಕ್ತಿಯುಳ್ಳ ಅಭ್ಯರ್ಥಿಗಳು ಆನ್ ಲೈನ್ ವೆಬ್ ಸೈಟ್ ವಿಳಾಸವಾದ https://apprenticeship.gov.in ನಲ್ಲಿ ನೋಂದಾಯಿಸಿಕೊಂಡು ನೋಂದಾಯಿಸಿದ ಸಂಖ್ಯೆ ಹಾಗೂ ಅರ್ಜಿಗಳನ್ನು ಡೌನ್‌ಲೋಡ್ ಮಾಡಿಕೊಂಡು ಭರ್ತಿ ಮಾಡಿದ ಅರ್ಜಿ ಹಾಗೂ ಅಗತ್ಯ ದಾಖಲೆಗಳನ್ನು ಉದ್ಯೋಗಾಧಿಕಾರಿಗಳು, ಜಿಲ್ಲಾ ಉದ್ಯೋಗ ವಿನಿಮಯ ಕಚೇರಿ, ಜಿಲ್ಲಾಡಳಿತ ಭವನ, ಚಿಕ್ಕಬಳ್ಳಾಪುರ ಕಚೇರಿಗೆ ಜೂನ್ 5 ರೊಳಗೆ ಸಲ್ಲಿಸಲು ಕೋರಲಾಗಿದೆ. ಹೆಚ್ಚಿನ ಮಾಹಿತಿಗಾಗಿ ವೆಬ್‌ಸೈಟ್: www.halindia.co.in ಮತ್ತು ದೂರವಾಣಿ ಸಂಖ್ಯೆ: 9148542728, 8861734824 ಅನ್ನು ಸಂಪರ್ಕಿಸಬಹುದು ಎಂದು ಉದ್ಯೋಗಾಧಿಕಾರಿ ಎಂ. ಪ್ರಸಾದ್ ರವರು ಪ್ರಕಟಣೆಯಲ್ಲಿ ತಿಳಿಸಿದ್ದಾರೆ.: [14, 395, 190, 646]
- section-divider: [726, 687, 941, 688]
- masthead: [6, 6, 188, 58]
- photo-overlay-text: RELEASING ON 17.05.2025 @ 8: [399, 93, 556, 103]
- blood-donation-photo: [710, 97, 942, 207]
- article-temple: [210, 858, 558, 1030]
- temple-caption: ವಿಜಯಪುರ ಪಟ್ಟಣದ ಬಳುವನಹಳ್ಳಿಯ ಶ್ರೀ ಸೀತಾರಾಮ ದೇವಾಲಯದ ಭಜನಾ ಮಂದಿರದ ಸಮಿತಿಯವರು ದೇವಾಲಯಕ್ಕೆ ಉಚಿತವಾಗಿ ತೇರು (ರಥ) ನೀಡಿದ ಸವಿ ನೆನಪಿಗಾಗಿ ವಿಜಯಪುರ ಶ್ರೀ ರುದ್ರದೇವರ ಸೇವಾ ಅಭಿವೃದ್ಧಿ ಟ್ರಸ್ಟಿನ ಪದಾಧಿಕಾರಿಗಳಾದ ಬಿ. ಕೆ. ದಿನೇಶ್, ವಿ. ವಿಶ್ವನಾಥ್ , ವಿ. ಬಸವರಾಜ್, ವಿ. ಎನ್. ಶಿವಕುಮಾರ್, ವಿ. ಸುಮನ್ ಹಾಗೂ ದೇವಾಲಯದ ಅರ್ಚಕರಾದ ಎಂ. ಸೋಮಶೇಖರ್ ರವರನ್ನು ಗೌರವಿಸಿ ಅಭಿನಂದಿಸಿ ಶ್ರೀ ರಾಮಚಂದ್ರನ ಭಾವಚಿತ್ರ ವಿತರಣೆ ಮಾಡಿದರು. ಈ ಸಂದರ್ಭದಲ್ಲಿ ಬಳುವನಹಳ್ಳಿಯ ಶ್ರೀ ಸೀತಾರಾಮ ದೇವಾಲಯದ ಅಧ್ಯಕ್ಷರಾದ ಎನ್. ಆರ್. ವೆಂಕಟೇಶ್, ಪಂಚಾಯಿತಿ ಅಧ್ಯಕ್ಷರಾದ ತಿರುಪಳಪ್ಪ, ಸದಸ್ಯರಾದ ಪಿ. ನಾರಾಯಣಸ್ವಾಮಿ ಹಾಗೂ ಪಿ. ಸೂರ್ಯಕುಮಾರ್ ಉಪಸ್ಥಿತರಿದ್ದರು.: [212, 1051, 558, 1106]
- newspaper-logo: [48, 11, 188, 31]
- article-kolar-survey: [598, 1142, 945, 1490]
- article-text: ಶ್ರೀ ವಾಲ್ಮೀಕಿ ಮಹರ್ಷಿ ಭವನ ನಿರ್ಮಾಣಕ್ಕೆ ಮೈಸೂರು ತಾಲ್ಲೂಕಿನ ಕಸಬಾ ಹೋಬಳಿಯ ಸರ್ವೆ ನಂ.91ರಲ್ಲಿ 12 ಕುಂಟೆ ಜಮೀನು ಮಂಜೂರಾಗಿದ್ದು, ಈ ಕಾರ್ಯದಲ್ಲಿ ನೆರವಾದ ಜಿಲ್ಲಾ ಉಸ್ತುವಾರಿ ಸಚಿವ ಡಾ.ಎಚ್.ಸಿ.ಮಹದೇವಪ್ಪ, ಜಿಲ್ಲಾಡಳಿತ ಮತ್ತು ಸಹಕಾರ ನೀಡಿದ ಪ್ರತಿಯೊಬ್ಬರಿಗೂ ಸಮುದಾಯದ ಪರವಾಗಿ ಕರ್ನಾಟಕ ನಾಯಕ ಜನಾಂಗದ ಹಿತರಕ್ಷಣಾ ಸಮಿತಿ ಧನ್ಯವಾದಗಳನ್ನು ತಿಳಿಸಿದೆ. ಈ ಸಂಬಂಧ ಸುದ್ದಿಗೋಷ್ಠಿಯಲ್ಲಿ ಕರ್ನಾಟಕ ನಾಯಕ ಜನಾಂಗದ ಹಿತರಕ್ಷಣಾ ಸಮಿತಿ ಅಧ್ಯಕ್ಷ ದ್ಯಾವಪ್ಪ ನಾಯಕ ಮಾತನಾಡಿ, ಮೈಸೂರಿನಲ್ಲಿ ಶ್ರೀ ವಾಲ್ಮೀಕಿ ಸಮುದಾಯ ಭವನ ನಿರ್ಮಾಣ ವಾಗುವುದರಿಂದ ನಮ್ಮ ಸಮುದಾಯದವರು ಶುಭ ಸಮಾರಂಭ ನಡೆಸಲು, ಸಂಘಟನಾ ಕಾರ್ಯಗಳು ಮತ್ತು ಸಮುದಾಯದ ಕುಂದುಕೊರತೆಗಳ ಬಗ್ಗೆ: [6, 1304, 146, 1454]
- issue-day: ಭಾನುವಾರ: [102, 33, 134, 43]
